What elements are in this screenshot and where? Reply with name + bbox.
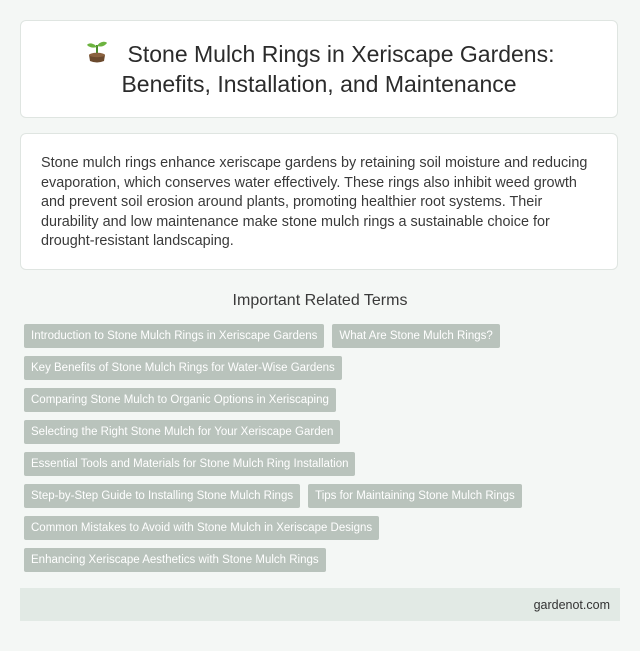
tag-tips-maintaining[interactable]: Tips for Maintaining Stone Mulch Rings: [308, 484, 522, 508]
tag-row: [24, 452, 620, 476]
summary-card: [20, 133, 618, 270]
related-terms-heading: Important Related Terms: [232, 292, 408, 309]
footer: [20, 588, 620, 621]
tag-what-are[interactable]: What Are Stone Mulch Rings?: [332, 324, 499, 348]
title-card: [20, 20, 618, 118]
tag-row: [24, 548, 620, 572]
title-line-2: Benefits, Installation, and Maintenance: [121, 71, 517, 97]
page-title: [84, 39, 555, 99]
related-terms-list: [24, 324, 620, 580]
tag-enhancing-aesthetics[interactable]: Enhancing Xeriscape Aesthetics with Stone Mulch Rings: [24, 548, 326, 572]
tag-essential-tools[interactable]: Essential Tools and Materials for Stone Mulch Ring Installation: [24, 452, 355, 476]
tag-row: [24, 420, 620, 444]
tag-row: [24, 484, 620, 508]
tag-row: [24, 388, 620, 412]
tag-row: [24, 324, 620, 348]
tag-common-mistakes[interactable]: Common Mistakes to Avoid with Stone Mulch in Xeriscape Designs: [24, 516, 379, 540]
sprout-icon: [84, 39, 110, 65]
tag-row: [24, 516, 620, 540]
tag-comparing[interactable]: Comparing Stone Mulch to Organic Options in Xeriscaping: [24, 388, 336, 412]
tag-selecting[interactable]: Selecting the Right Stone Mulch for Your Xeriscape Garden: [24, 420, 340, 444]
tag-key-benefits[interactable]: Key Benefits of Stone Mulch Rings for Water-Wise Gardens: [24, 356, 342, 380]
title-line-1: Stone Mulch Rings in Xeriscape Gardens:: [127, 41, 555, 67]
footer-site-link[interactable]: gardenot.com: [533, 597, 610, 612]
tag-row: [24, 356, 620, 380]
tag-step-by-step[interactable]: Step-by-Step Guide to Installing Stone Mulch Rings: [24, 484, 300, 508]
summary-text: Stone mulch rings enhance xeriscape gardens by retaining soil moisture and reducing evaporation, which conserves water effectively. These rings also inhibit weed growth and prevent soil erosion around plants, promoting healthier root systems. Their durability and low maintenance make stone mulch rings a sustainable choice for drought-resistant landscaping.: [41, 155, 588, 249]
tag-introduction[interactable]: Introduction to Stone Mulch Rings in Xeriscape Gardens: [24, 324, 324, 348]
